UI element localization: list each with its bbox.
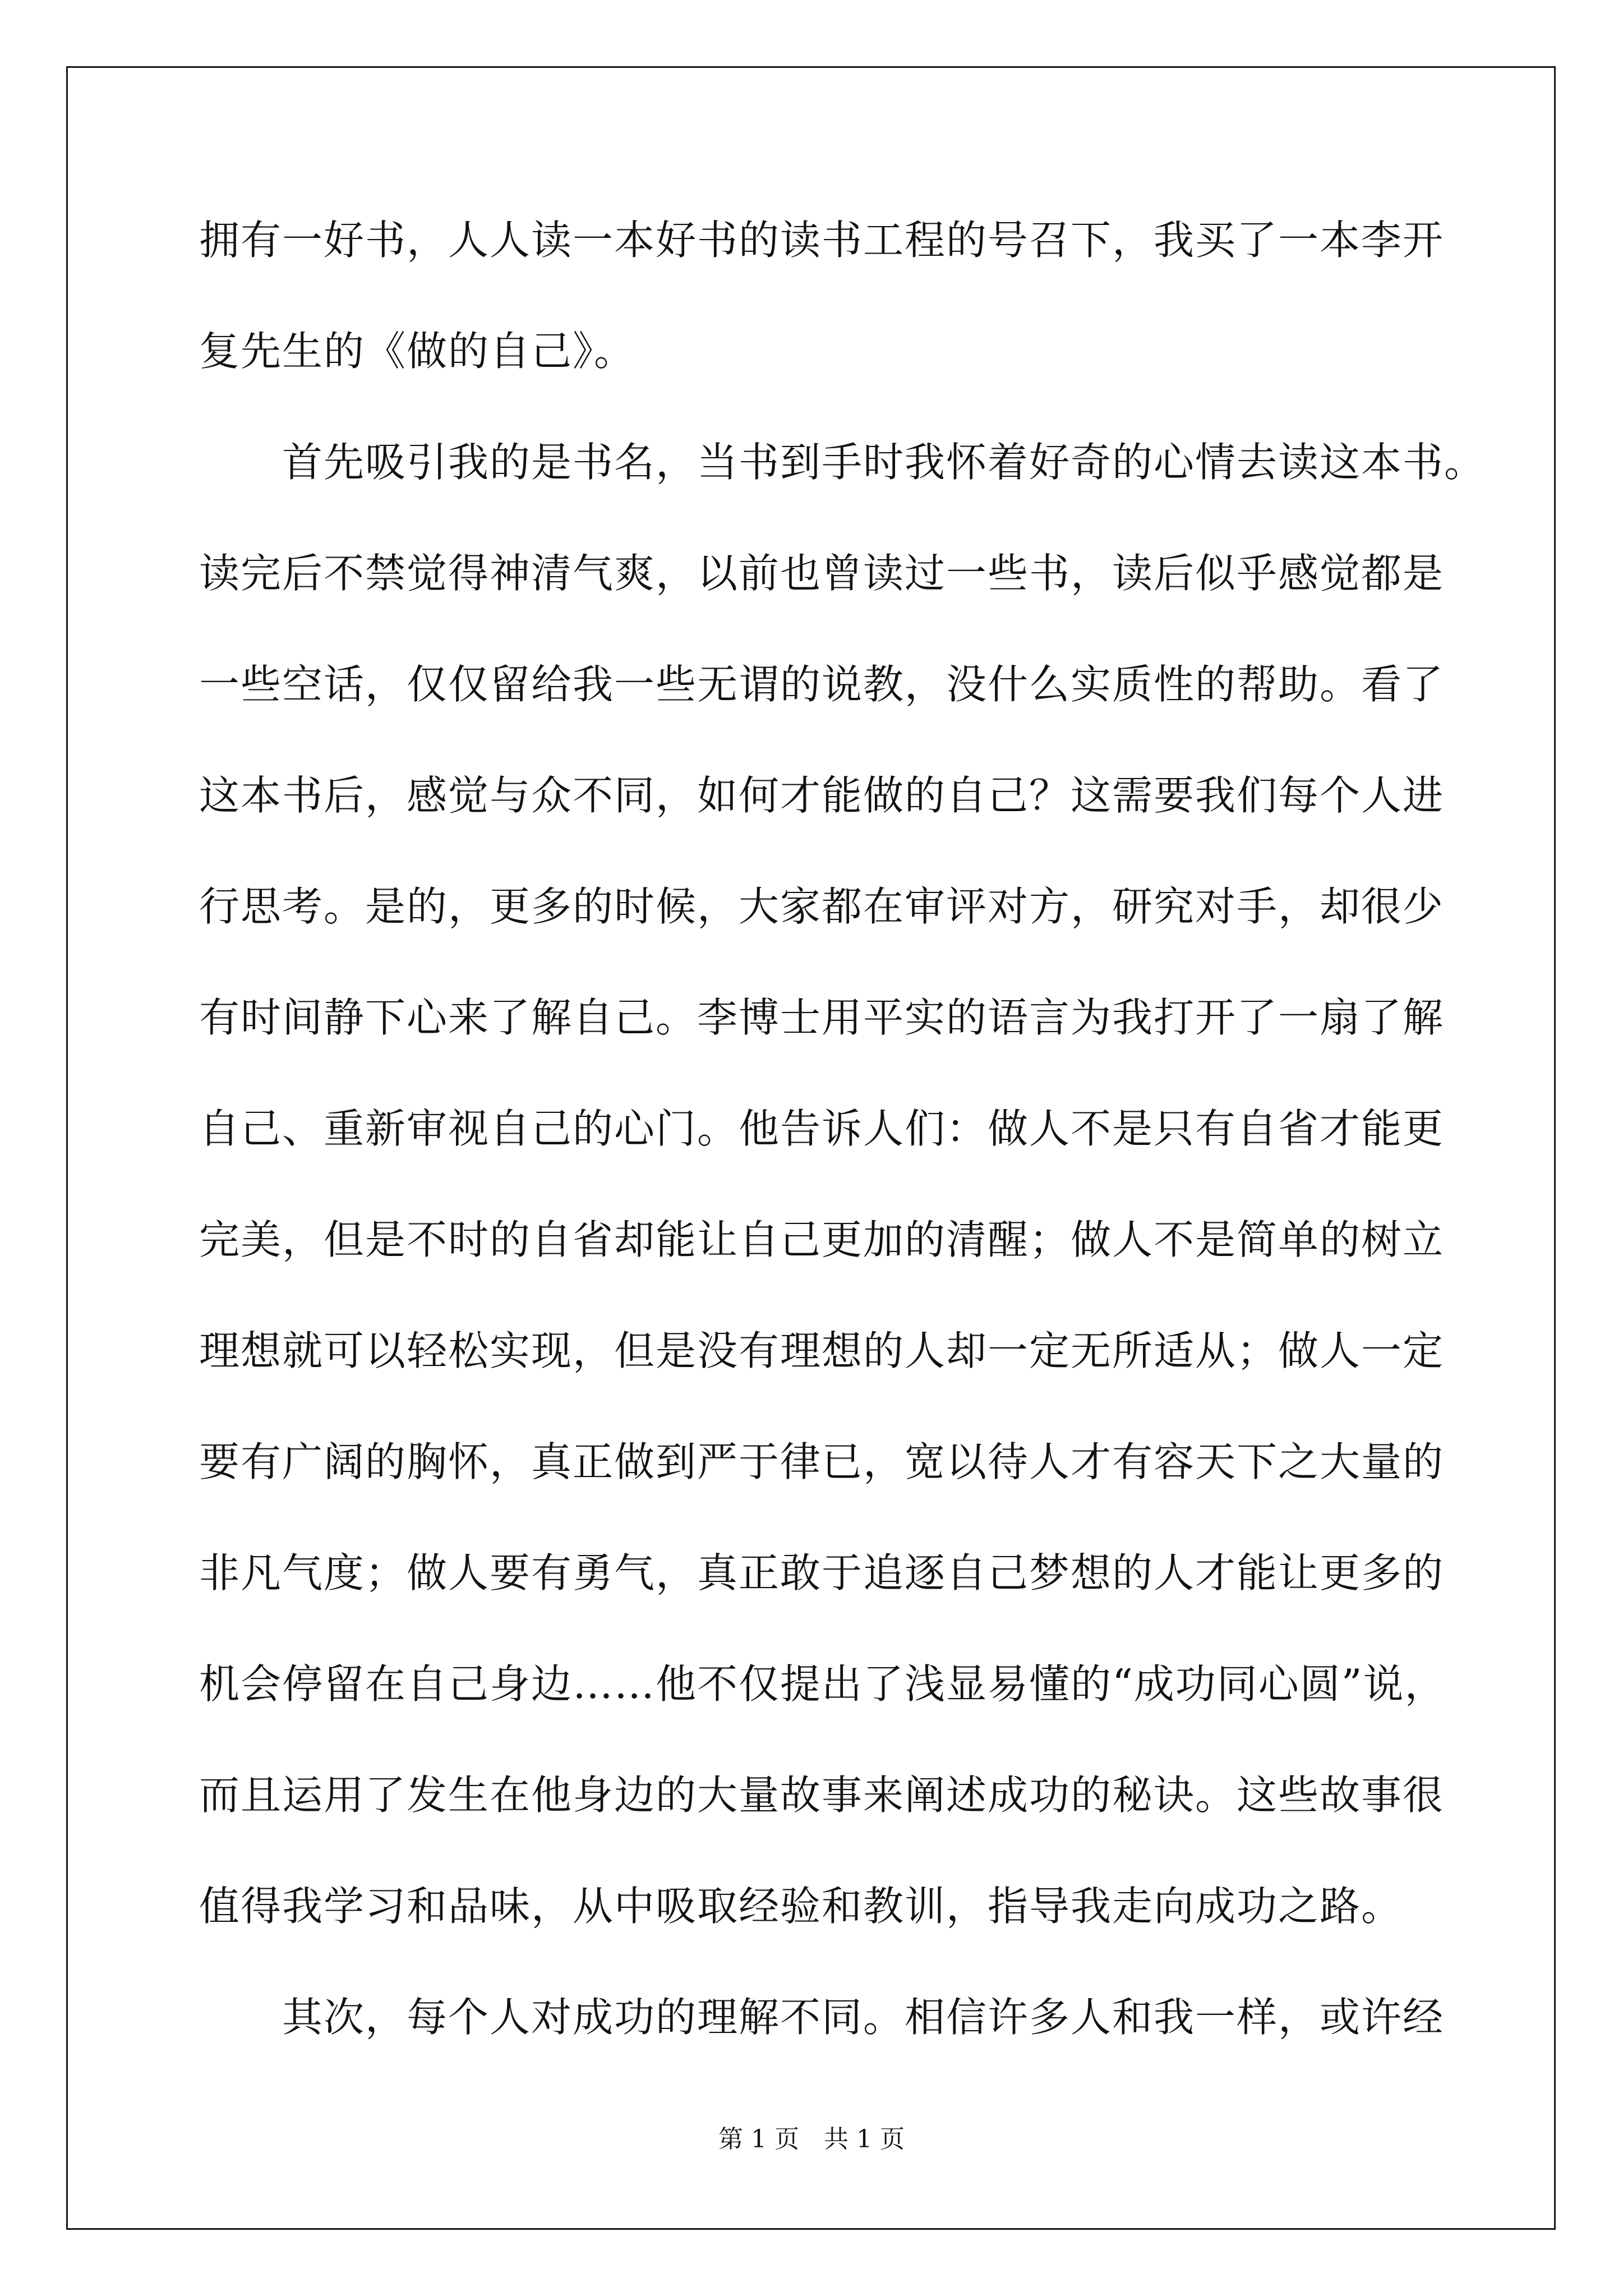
text-line: 行思考。是的，更多的时候，大家都在审评对方，研究对手，却很少: [199, 883, 1445, 930]
text-line: 而且运用了发生在他身边的大量故事来阐述成功的秘诀。这些故事很: [199, 1772, 1445, 1819]
text-line: 要有广阔的胸怀，真正做到严于律已，宽以待人才有容天下之大量的: [199, 1438, 1445, 1485]
text-line: 理想就可以轻松实现，但是没有理想的人却一定无所适从；做人一定: [199, 1327, 1445, 1374]
text-line: 机会停留在自己身边……他不仅提出了浅显易懂的“成功同心圆”说，: [199, 1660, 1446, 1708]
text-line: 这本书后，感觉与众不同，如何才能做的自己？这需要我们每个人进: [199, 772, 1445, 819]
text-line: 首先吸引我的是书名，当书到手时我怀着好奇的心情去读这本书。: [199, 439, 1486, 486]
page-number-footer: 第 1 页 共 1 页: [718, 2125, 905, 2154]
text-line: 自己、重新审视自己的心门。他告诉人们：做人不是只有自省才能更: [199, 1105, 1445, 1152]
text-line: 其次，每个人对成功的理解不同。相信许多人和我一样，或许经: [199, 1994, 1445, 2041]
text-line: 一些空话，仅仅留给我一些无谓的说教，没什么实质性的帮助。看了: [199, 661, 1445, 708]
text-line: 读完后不禁觉得神清气爽，以前也曾读过一些书，读后似乎感觉都是: [199, 550, 1445, 597]
text-line: 拥有一好书，人人读一本好书的读书工程的号召下，我买了一本李开: [199, 217, 1445, 264]
document-body: [199, 217, 1486, 2108]
text-line: 有时间静下心来了解自己。李博士用平实的语言为我打开了一扇了解: [199, 994, 1445, 1041]
text-line: 复先生的《做的自己》。: [199, 328, 636, 375]
text-line: 完美，但是不时的自省却能让自己更加的清醒；做人不是简单的树立: [199, 1216, 1445, 1263]
text-line: 非凡气度；做人要有勇气，真正敢于追逐自己梦想的人才能让更多的: [199, 1549, 1445, 1596]
text-line: 值得我学习和品味，从中吸取经验和教训，指导我走向成功之路。: [199, 1883, 1403, 1930]
